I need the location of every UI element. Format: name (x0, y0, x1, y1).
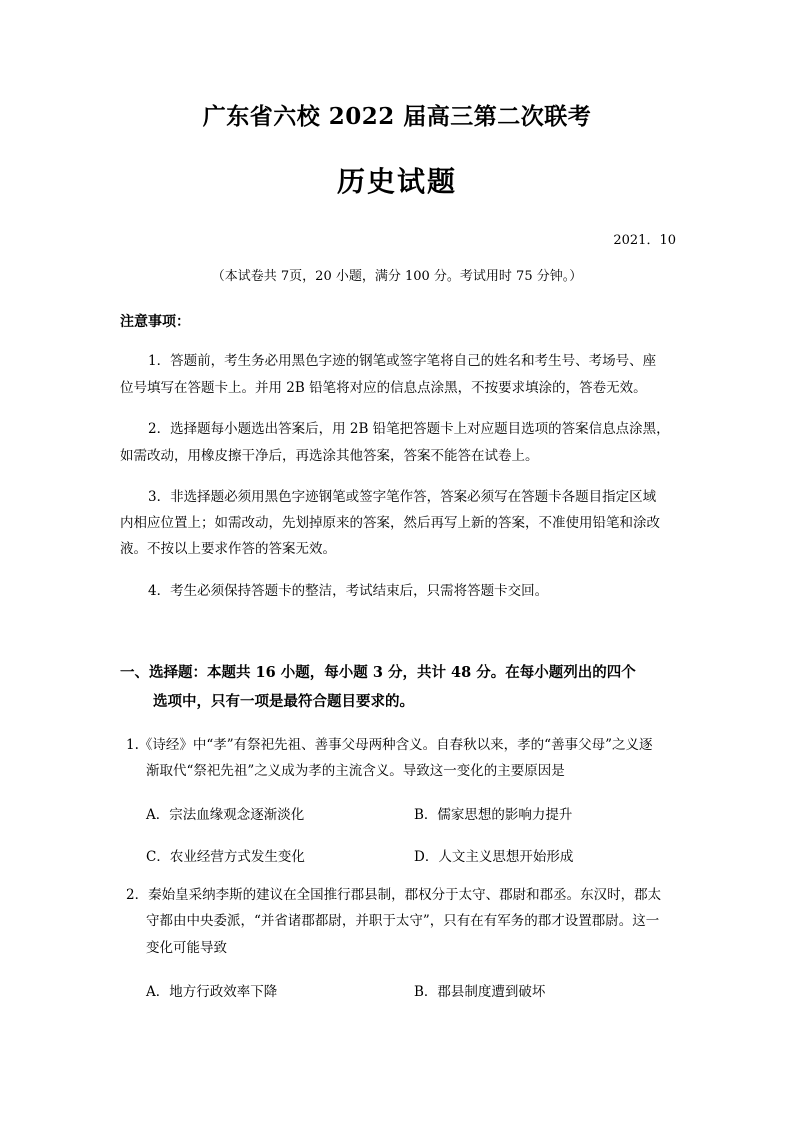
section-heading-line-2: 选项中，只有一项是最符合题目要求的。 (153, 693, 414, 710)
question-2-line-3: 变化可能导致 (146, 940, 227, 956)
question-1-option-c: C．农业经营方式发生变化 (146, 849, 305, 865)
question-2-line-1: 2．秦始皇采纳李斯的建议在全国推行郡县制，郡权分于太守、郡尉和郡丞。东汉时，郡太 (126, 887, 662, 903)
question-2-option-b: B．郡县制度遭到破坏 (414, 984, 546, 1000)
section-heading-line-1: 一、选择题：本题共 16 小题，每小题 3 分，共计 48 分。在每小题列出的四个 (120, 664, 636, 681)
notice-item-1-line-2: 位号填写在答题卡上。并用 2B 铅笔将对应的信息点涂黑，不按要求填涂的，答卷无效。 (120, 380, 647, 396)
question-2-line-2: 守都由中央委派，“并省诸郡都尉，并职于太守”，只有在有军务的郡才设置郡尉。这一 (146, 913, 660, 929)
subject-title: 历史试题 (336, 165, 457, 198)
notice-item-4-line-1: 4．考生必须保持答题卡的整洁，考试结束后，只需将答题卡交回。 (148, 583, 549, 599)
question-1-option-a: A．宗法血缘观念逐渐淡化 (146, 807, 305, 823)
notice-item-3-line-3: 液。不按以上要求作答的答案无效。 (120, 541, 336, 557)
exam-date: 2021．10 (613, 233, 676, 248)
notice-item-2-line-1: 2．选择题每小题选出答案后，用 2B 铅笔把答题卡上对应题目选项的答案信息点涂黑， (148, 421, 670, 437)
question-1-option-b: B．儒家思想的影响力提升 (414, 807, 573, 823)
notice-item-2-line-2: 如需改动，用橡皮擦干净后，再选涂其他答案，答案不能答在试卷上。 (120, 448, 539, 464)
notice-item-3-line-2: 内相应位置上；如需改动，先划掉原来的答案，然后再写上新的答案，不准使用铅笔和涂改 (120, 515, 660, 531)
question-2-option-a: A．地方行政效率下降 (146, 984, 278, 1000)
exam-meta: （本试卷共 7页，20 小题，满分 100 分。考试用时 75 分钟。） (211, 269, 583, 284)
question-1-line-2: 渐取代“祭祀先祖”之义成为孝的主流含义。导致这一变化的主要原因是 (146, 763, 565, 779)
notice-item-3-line-1: 3．非选择题必须用黑色字迹钢笔或签字笔作答，答案必须写在答题卡各题目指定区域 (148, 489, 657, 505)
question-1-line-1: 1.《诗经》中“孝”有祭祀先祖、善事父母两种含义。自春秋以来，孝的“善事父母”之义逐 (126, 737, 653, 753)
exam-title: 广东省六校 2022 届高三第二次联考 (202, 103, 592, 130)
notice-item-1-line-1: 1．答题前，考生务必用黑色字迹的钢笔或签字笔将自己的姓名和考生号、考场号、座 (148, 353, 657, 369)
question-1-option-d: D．人文主义思想开始形成 (414, 849, 574, 865)
notice-heading: 注意事项： (120, 314, 190, 330)
